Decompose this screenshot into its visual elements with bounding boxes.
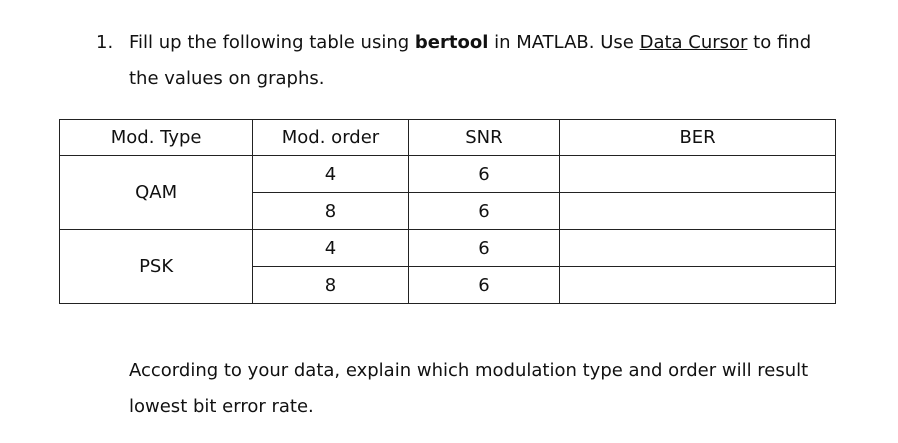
mod-type-cell: PSK <box>60 230 253 304</box>
ber-cell[interactable] <box>560 230 836 267</box>
results-table <box>59 119 836 304</box>
question-text-line-1 <box>129 31 811 55</box>
mod-order-cell: 8 <box>253 193 408 230</box>
mod-order-cell: 4 <box>253 156 408 193</box>
ber-cell[interactable] <box>560 267 836 304</box>
snr-cell: 6 <box>408 193 559 230</box>
header-row <box>60 120 836 156</box>
header-ber: BER <box>560 120 836 156</box>
header-mod-type: Mod. Type <box>60 120 253 156</box>
tool-name: bertool <box>414 32 489 53</box>
question-text: Fill up the following table using <box>129 32 415 53</box>
snr-cell: 6 <box>408 230 559 267</box>
data-cursor-term: Data Cursor <box>639 32 748 53</box>
table-row <box>60 156 836 193</box>
header-snr: SNR <box>408 120 559 156</box>
question-text: in MATLAB. Use <box>488 32 640 53</box>
snr-cell: 6 <box>408 267 559 304</box>
mod-order-cell: 4 <box>253 230 408 267</box>
question-text: to find <box>747 32 812 53</box>
snr-cell: 6 <box>408 156 559 193</box>
question-text-line-2: the values on graphs. <box>129 68 325 89</box>
mod-type-cell: QAM <box>60 156 253 230</box>
ber-cell[interactable] <box>560 193 836 230</box>
table-row <box>60 230 836 267</box>
prompt-text-line-1: According to your data, explain which modulation type and order will result <box>129 360 809 381</box>
header-mod-order: Mod. order <box>253 120 408 156</box>
mod-order-cell: 8 <box>253 267 408 304</box>
prompt-text-line-2: lowest bit error rate. <box>129 396 314 417</box>
question-number: 1. <box>96 32 114 53</box>
ber-cell[interactable] <box>560 156 836 193</box>
